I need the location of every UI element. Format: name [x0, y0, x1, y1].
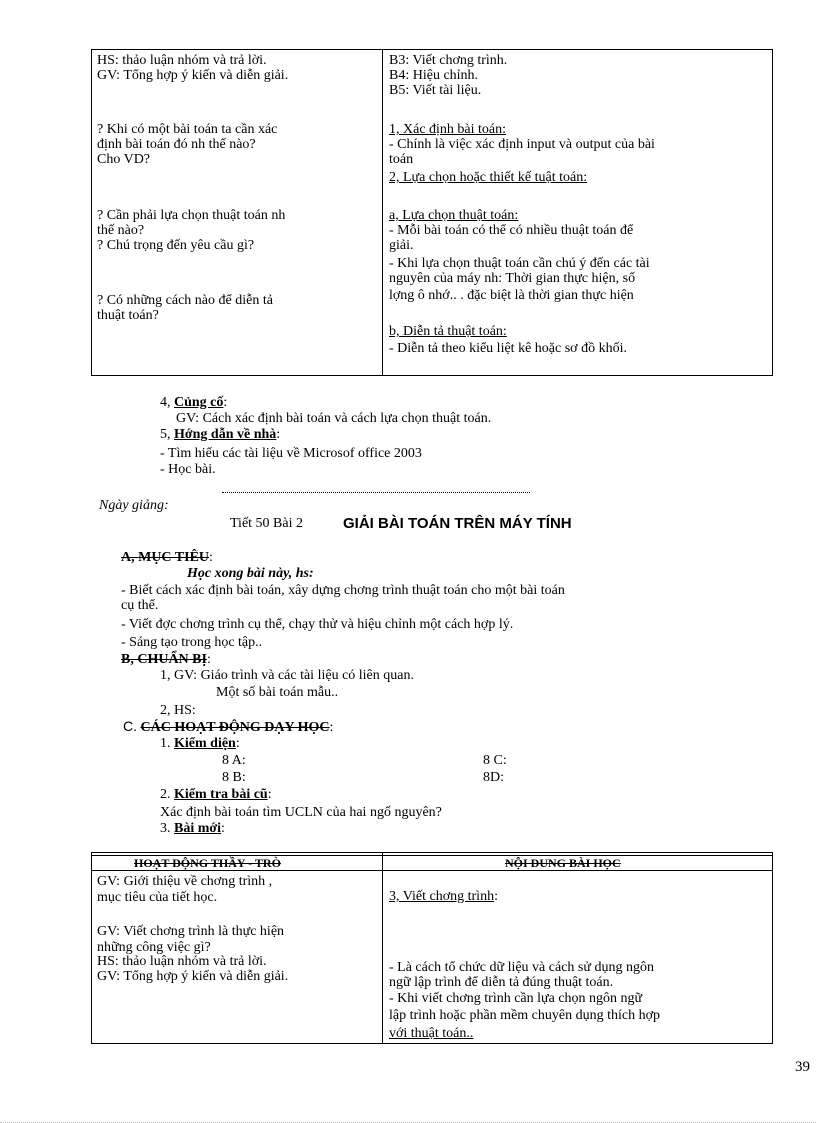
- homework-line: - Tìm hiểu các tài liệu về Microsof office 2003: [160, 446, 422, 461]
- t1-left-line: ? Cần phải lựa chọn thuật toán nh: [97, 208, 286, 223]
- t1-left-line: Cho VD?: [97, 152, 151, 167]
- t2-right-line: - Khi viết chơng trình cần lựa chọn ngôn ngữ: [389, 991, 643, 1006]
- t1-left-line: HS: thảo luận nhóm và trả lời.: [97, 53, 267, 68]
- class-8a: 8 A:: [222, 753, 246, 768]
- date-label: Ngày giảng:: [99, 498, 169, 513]
- prep-gv: 1, GV: Giáo trình và các tài liệu có liên quan.: [160, 668, 414, 683]
- prep-hs: 2, HS:: [160, 703, 196, 718]
- page-number: 39: [795, 1059, 810, 1075]
- t1-left-line: thuật toán?: [97, 308, 159, 323]
- section-a-subheading: Học xong bài này, hs:: [187, 566, 314, 581]
- check-old-heading: 2. Kiểm tra bài cũ:: [160, 787, 272, 802]
- t2-left-line: những công việc gì?: [97, 940, 211, 955]
- consolidate-heading: 4, Củng cố:: [160, 395, 228, 410]
- t2-right-heading: 3, Viết chơng trình:: [389, 889, 498, 904]
- t1-right-line: B4: Hiệu chỉnh.: [389, 68, 479, 83]
- objective-line: - Sáng tạo trong học tập..: [121, 635, 263, 650]
- objective-line: - Biết cách xác định bài toán, xây dựng chơng trình thuật toán cho một bài toán: [121, 583, 565, 598]
- table2-head-left: HOẠT ĐỘNG THẦY - TRÒ: [134, 856, 281, 870]
- t1-right-line: lợng ô nhớ.. . đặc biệt là thời gian thực hiện: [389, 288, 634, 303]
- t2-left-line: GV: Tổng hợp ý kiến và diễn giải.: [97, 969, 289, 984]
- objective-line: cụ thể.: [121, 598, 159, 613]
- prep-gv-extra: Một số bài toán mẫu..: [216, 685, 339, 700]
- objective-line: - Viết đợc chơng trình cụ thể, chạy thử và hiệu chỉnh một cách hợp lý.: [121, 617, 514, 632]
- section-a-heading: A, MỤC TIÊU:: [121, 550, 213, 565]
- t1-heading-define: 1, Xác định bài toán:: [389, 122, 507, 137]
- t1-right-line: - Diễn tả theo kiểu liệt kê hoặc sơ đồ khối.: [389, 341, 627, 356]
- dotted-separator: [222, 492, 530, 493]
- t1-left-line: thế nào?: [97, 223, 145, 238]
- homework-heading: 5, Hớng dẫn về nhà:: [160, 427, 281, 442]
- section-c-heading: C. CÁC HOẠT ĐỘNG DẠY HỌC:: [123, 718, 334, 735]
- t2-right-line: ngữ lập trình để diễn tả đúng thuật toán.: [389, 975, 614, 990]
- t1-right-line: toán: [389, 152, 414, 167]
- attendance-heading: 1. Kiểm diện:: [160, 736, 240, 751]
- t2-right-line: với thuật toán..: [389, 1026, 474, 1041]
- t1-right-line: B5: Viết tài liệu.: [389, 83, 482, 98]
- t2-right-line: lập trình hoặc phần mềm chuyên dụng thích hợp: [389, 1008, 661, 1023]
- activity-table-divider: [382, 852, 383, 1043]
- t1-left-line: định bài toán đó nh thế nào?: [97, 137, 256, 152]
- t1-right-line: giải.: [389, 238, 414, 253]
- t2-right-line: - Là cách tổ chức dữ liệu và cách sử dụng ngôn: [389, 960, 654, 975]
- class-8b: 8 B:: [222, 770, 246, 785]
- table2-head-right: NỘI DUNG BÀI HỌC: [505, 856, 621, 870]
- check-old-question: Xác định bài toán tìm UCLN của hai ngố nguyên?: [160, 805, 442, 820]
- t1-right-line: B3: Viết chơng trình.: [389, 53, 508, 68]
- homework-line: - Học bài.: [160, 462, 216, 477]
- t1-heading-select: a, Lựa chọn thuật toán:: [389, 208, 519, 223]
- new-lesson-heading: 3. Bài mới:: [160, 821, 225, 836]
- t2-left-line: GV: Viết chơng trình là thực hiện: [97, 924, 285, 939]
- class-8d: 8D:: [483, 770, 504, 785]
- t2-left-line: GV: Giới thiệu về chơng trình ,: [97, 874, 273, 889]
- t2-left-line: HS: thảo luận nhóm và trả lời.: [97, 954, 267, 969]
- t1-right-line: - Khi lựa chọn thuật toán cần chú ý đến các tài: [389, 256, 650, 271]
- t1-left-line: ? Có những cách nào để diễn tả: [97, 293, 273, 308]
- t1-right-line: - Mỗi bài toán có thể có nhiều thuật toán để: [389, 223, 634, 238]
- consolidate-line: GV: Cách xác định bài toán và cách lựa chọn thuật toán.: [176, 411, 492, 426]
- t1-left-line: ? Khi có một bài toán ta cần xác: [97, 122, 278, 137]
- t1-heading-choose: 2, Lựa chọn hoặc thiết kế tuật toán:: [389, 170, 588, 185]
- class-8c: 8 C:: [483, 753, 507, 768]
- t1-left-line: GV: Tổng hợp ý kiến và diễn giải.: [97, 68, 289, 83]
- t1-right-line: - Chính là việc xác định input và output của bài: [389, 137, 655, 152]
- t1-left-line: ? Chú trọng đến yêu cầu gì?: [97, 238, 255, 253]
- t1-heading-describe: b, Diễn tả thuật toán:: [389, 324, 507, 339]
- t2-left-line: mục tiêu của tiết học.: [97, 890, 218, 905]
- lesson-number: Tiết 50 Bài 2: [230, 516, 303, 531]
- t1-right-line: nguyên của máy nh: Thời gian thực hiện, số: [389, 271, 636, 286]
- lesson-title: GIẢI BÀI TOÁN TRÊN MÁY TÍNH: [343, 515, 572, 532]
- table1-divider: [382, 49, 383, 376]
- section-b-heading: B, CHUẨN BỊ:: [121, 652, 211, 667]
